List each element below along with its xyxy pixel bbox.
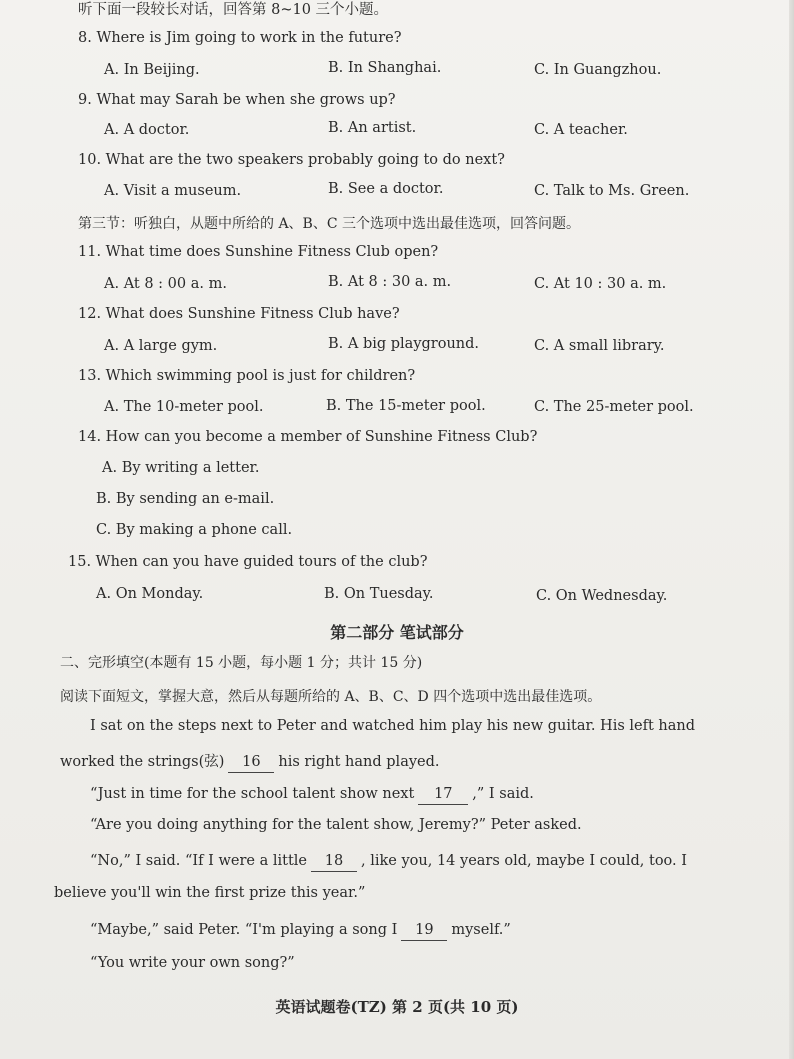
passage-line-5 bbox=[90, 851, 687, 872]
page-edge-shadow bbox=[789, 0, 794, 1059]
blank-18: 18 bbox=[311, 851, 357, 872]
passage-text: ,” I said. bbox=[472, 786, 534, 802]
q13-option-c: C. The 25-meter pool. bbox=[534, 399, 694, 415]
page-footer: 英语试题卷(TZ) 第 2 页(共 10 页) bbox=[275, 998, 519, 1016]
q14-option-b: B. By sending an e-mail. bbox=[96, 491, 275, 507]
blank-16: 16 bbox=[228, 752, 274, 773]
q8-option-a: A. In Beijing. bbox=[104, 62, 200, 78]
question-8: 8. Where is Jim going to work in the future? bbox=[78, 30, 402, 46]
question-11: 11. What time does Sunshine Fitness Club open? bbox=[78, 244, 439, 260]
q13-option-b: B. The 15-meter pool. bbox=[326, 398, 486, 414]
q9-option-b: B. An artist. bbox=[328, 120, 417, 136]
cloze-instruction: 阅读下面短文，掌握大意，然后从每题所给的 A、B、C、D 四个选项中选出最佳选项。 bbox=[60, 689, 602, 705]
q10-option-a: A. Visit a museum. bbox=[104, 183, 242, 199]
q14-option-c: C. By making a phone call. bbox=[96, 522, 293, 538]
passage-text: , like you, 14 years old, maybe I could, too. I bbox=[361, 853, 687, 869]
q11-option-a: A. At 8 : 00 a. m. bbox=[104, 276, 227, 292]
passage-text: worked the strings(弦) bbox=[60, 754, 225, 770]
passage-line-6: believe you'll win the first prize this year.” bbox=[54, 885, 366, 901]
passage-line-8: “You write your own song?” bbox=[90, 955, 295, 971]
blank-19: 19 bbox=[401, 920, 447, 941]
question-9: 9. What may Sarah be when she grows up? bbox=[78, 92, 396, 108]
passage-text: “Maybe,” said Peter. “I'm playing a song I bbox=[90, 922, 398, 938]
question-10: 10. What are the two speakers probably going to do next? bbox=[78, 152, 505, 168]
passage-line-7 bbox=[90, 920, 511, 941]
q13-option-a: A. The 10-meter pool. bbox=[104, 399, 264, 415]
q9-option-c: C. A teacher. bbox=[534, 122, 628, 138]
question-12: 12. What does Sunshine Fitness Club have? bbox=[78, 306, 400, 322]
cloze-heading: 二、完形填空(本题有 15 小题，每小题 1 分；共计 15 分) bbox=[60, 655, 423, 671]
q11-option-b: B. At 8 : 30 a. m. bbox=[328, 274, 452, 290]
q9-option-a: A. A doctor. bbox=[104, 122, 190, 138]
passage-text: his right hand played. bbox=[278, 754, 440, 770]
q12-option-b: B. A big playground. bbox=[328, 336, 480, 352]
passage-line-3 bbox=[90, 784, 534, 805]
instruction-8-10: 听下面一段较长对话，回答第 8~10 三个小题。 bbox=[78, 2, 389, 18]
q15-option-b: B. On Tuesday. bbox=[324, 586, 434, 602]
q8-option-c: C. In Guangzhou. bbox=[534, 62, 662, 78]
q14-option-a: A. By writing a letter. bbox=[102, 460, 260, 476]
passage-line-4: “Are you doing anything for the talent show, Jeremy?” Peter asked. bbox=[90, 817, 582, 833]
q8-option-b: B. In Shanghai. bbox=[328, 60, 442, 76]
question-15: 15. When can you have guided tours of the club? bbox=[68, 554, 428, 570]
q11-option-c: C. At 10 : 30 a. m. bbox=[534, 276, 667, 292]
question-14: 14. How can you become a member of Sunshine Fitness Club? bbox=[78, 429, 538, 445]
q10-option-b: B. See a doctor. bbox=[328, 181, 444, 197]
q12-option-c: C. A small library. bbox=[534, 338, 665, 354]
part2-title: 第二部分 笔试部分 bbox=[330, 623, 464, 642]
blank-17: 17 bbox=[418, 784, 468, 805]
passage-line-1: I sat on the steps next to Peter and watched him play his new guitar. His left hand bbox=[90, 718, 696, 734]
passage-text: “Just in time for the school talent show next bbox=[90, 786, 415, 802]
section-3-instruction: 第三节：听独白，从题中所给的 A、B、C 三个选项中选出最佳选项，回答问题。 bbox=[78, 216, 581, 232]
passage-text: myself.” bbox=[451, 922, 511, 938]
q10-option-c: C. Talk to Ms. Green. bbox=[534, 183, 690, 199]
passage-line-2 bbox=[60, 750, 440, 773]
q15-option-c: C. On Wednesday. bbox=[536, 588, 668, 604]
question-13: 13. Which swimming pool is just for children? bbox=[78, 368, 416, 384]
passage-text: “No,” I said. “If I were a little bbox=[90, 853, 307, 869]
q12-option-a: A. A large gym. bbox=[104, 338, 218, 354]
q15-option-a: A. On Monday. bbox=[96, 586, 204, 602]
